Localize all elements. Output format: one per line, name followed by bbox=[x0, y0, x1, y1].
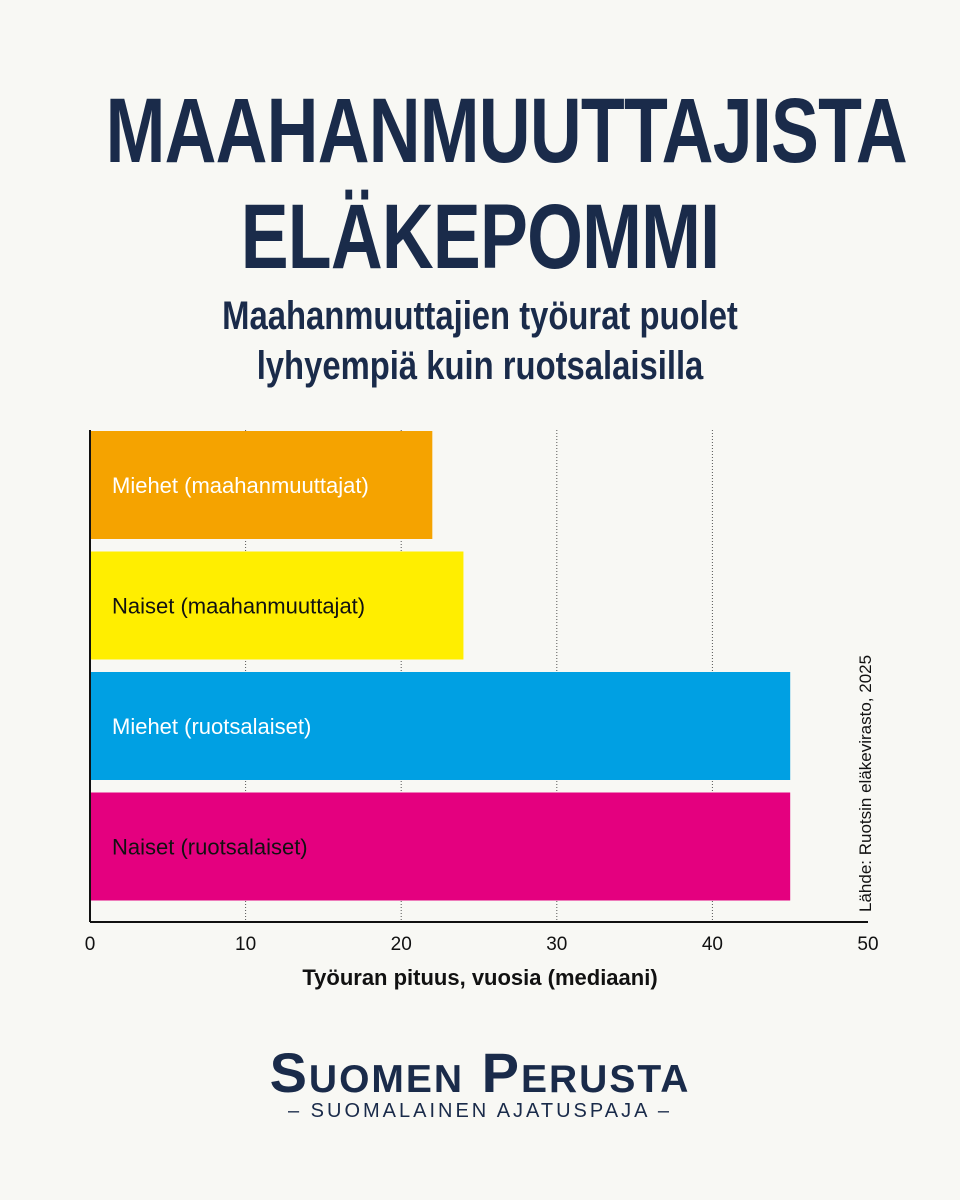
tick-labels bbox=[85, 934, 879, 955]
x-tick-label-10: 10 bbox=[235, 934, 257, 955]
bars bbox=[90, 431, 790, 901]
brand-name: Suomen Perusta bbox=[269, 1041, 691, 1104]
source-text: Lähde: Ruotsin eläkevirasto, 2025 bbox=[856, 654, 875, 912]
subtitle-line-1: Maahanmuuttajien työurat puolet bbox=[222, 294, 738, 338]
x-tick-label-50: 50 bbox=[857, 934, 879, 955]
x-tick-label-40: 40 bbox=[701, 934, 723, 955]
subtitle-line-2: lyhyempiä kuin ruotsalaisilla bbox=[256, 344, 704, 388]
bar-label-4: Naiset (ruotsalaiset) bbox=[112, 834, 308, 860]
bar-label-1: Miehet (maahanmuuttajat) bbox=[112, 473, 369, 498]
x-axis-label: Työuran pituus, vuosia (mediaani) bbox=[302, 965, 658, 990]
x-tick-label-30: 30 bbox=[546, 934, 568, 955]
bar-label-2: Naiset (maahanmuuttajat) bbox=[112, 593, 366, 619]
bar-label-3: Miehet (ruotsalaiset) bbox=[112, 714, 312, 739]
page-title-line-2: ELÄKEPOMMI bbox=[240, 186, 720, 288]
x-tick-label-20: 20 bbox=[390, 934, 412, 955]
x-tick-label-0: 0 bbox=[84, 934, 96, 955]
brand-tagline: – SUOMALAINEN AJATUSPAJA – bbox=[287, 1100, 673, 1122]
page-title-line-1: MAAHANMUUTTAJISTA bbox=[105, 80, 907, 182]
